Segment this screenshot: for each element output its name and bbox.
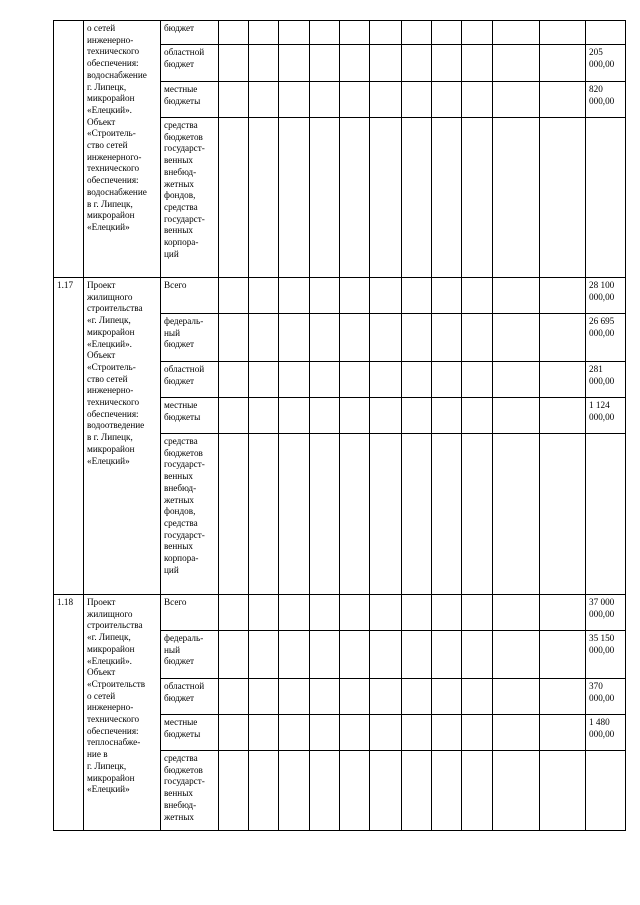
empty-cell (493, 595, 540, 631)
empty-cell (310, 362, 340, 398)
empty-cell (249, 715, 279, 751)
empty-cell (219, 715, 249, 751)
empty-cell (462, 21, 493, 45)
empty-cell (370, 82, 402, 118)
empty-cell (432, 118, 462, 278)
amount-cell: 35 150 000,00 (586, 631, 626, 679)
empty-cell (279, 751, 310, 831)
empty-cell (402, 595, 432, 631)
empty-cell (462, 679, 493, 715)
empty-cell (493, 715, 540, 751)
empty-cell (249, 278, 279, 314)
empty-cell (432, 631, 462, 679)
empty-cell (493, 434, 540, 595)
funding-source: бюджет (161, 21, 219, 45)
empty-cell (219, 21, 249, 45)
empty-cell (219, 362, 249, 398)
empty-cell (402, 45, 432, 82)
empty-cell (540, 82, 586, 118)
table-row (54, 21, 626, 45)
amount-cell: 1 124 000,00 (586, 398, 626, 434)
empty-cell (462, 595, 493, 631)
funding-source: федераль- ный бюджет (161, 631, 219, 679)
funding-source: местные бюджеты (161, 398, 219, 434)
empty-cell (310, 679, 340, 715)
empty-cell (493, 398, 540, 434)
empty-cell (402, 314, 432, 362)
empty-cell (540, 398, 586, 434)
empty-cell (540, 751, 586, 831)
empty-cell (310, 314, 340, 362)
empty-cell (340, 362, 370, 398)
empty-cell (370, 751, 402, 831)
empty-cell (370, 314, 402, 362)
table-row (54, 595, 626, 631)
table-row (54, 278, 626, 314)
empty-cell (340, 278, 370, 314)
empty-cell (462, 434, 493, 595)
funding-source: местные бюджеты (161, 715, 219, 751)
empty-cell (310, 751, 340, 831)
empty-cell (249, 362, 279, 398)
empty-cell (370, 278, 402, 314)
empty-cell (310, 398, 340, 434)
empty-cell (370, 398, 402, 434)
empty-cell (340, 21, 370, 45)
amount-cell: 205 000,00 (586, 45, 626, 82)
empty-cell (219, 118, 249, 278)
empty-cell (402, 434, 432, 595)
empty-cell (462, 362, 493, 398)
empty-cell (432, 751, 462, 831)
empty-cell (279, 434, 310, 595)
empty-cell (370, 715, 402, 751)
empty-cell (370, 45, 402, 82)
empty-cell (279, 82, 310, 118)
empty-cell (402, 679, 432, 715)
empty-cell (310, 715, 340, 751)
item-number: 1.18 (54, 595, 84, 831)
empty-cell (402, 362, 432, 398)
empty-cell (402, 715, 432, 751)
empty-cell (219, 434, 249, 595)
empty-cell (340, 82, 370, 118)
empty-cell (540, 434, 586, 595)
empty-cell (540, 21, 586, 45)
empty-cell (370, 434, 402, 595)
empty-cell (279, 21, 310, 45)
amount-cell (586, 434, 626, 595)
empty-cell (432, 434, 462, 595)
empty-cell (249, 679, 279, 715)
empty-cell (340, 595, 370, 631)
empty-cell (310, 631, 340, 679)
empty-cell (219, 751, 249, 831)
empty-cell (432, 314, 462, 362)
funding-source: средства бюджетов государст- венных внебюд- жетных фондов, средства государст- венных корпора- ций (161, 118, 219, 278)
budget-table-body (54, 21, 626, 831)
empty-cell (279, 631, 310, 679)
funding-source: областной бюджет (161, 362, 219, 398)
empty-cell (540, 362, 586, 398)
empty-cell (219, 398, 249, 434)
empty-cell (249, 751, 279, 831)
empty-cell (340, 314, 370, 362)
empty-cell (219, 631, 249, 679)
project-name: о сетей инженерно- технического обеспечения: водоснабжение г. Липецк, микрорайон «Елецкий». Объект «Строитель- ство сетей инженерного- технического обеспечения: водоснабжение в г. Липецк, микрорайон «Елецкий» (84, 21, 161, 278)
empty-cell (432, 21, 462, 45)
amount-cell: 37 000 000,00 (586, 595, 626, 631)
funding-source: Всего (161, 278, 219, 314)
empty-cell (249, 82, 279, 118)
empty-cell (402, 118, 432, 278)
empty-cell (493, 751, 540, 831)
empty-cell (279, 715, 310, 751)
empty-cell (462, 398, 493, 434)
empty-cell (432, 595, 462, 631)
empty-cell (493, 631, 540, 679)
empty-cell (493, 21, 540, 45)
empty-cell (370, 631, 402, 679)
empty-cell (219, 595, 249, 631)
empty-cell (249, 21, 279, 45)
empty-cell (340, 118, 370, 278)
empty-cell (462, 751, 493, 831)
amount-cell (586, 118, 626, 278)
empty-cell (279, 314, 310, 362)
empty-cell (279, 118, 310, 278)
empty-cell (219, 82, 249, 118)
empty-cell (402, 398, 432, 434)
empty-cell (279, 595, 310, 631)
empty-cell (249, 118, 279, 278)
empty-cell (540, 595, 586, 631)
empty-cell (279, 278, 310, 314)
empty-cell (219, 314, 249, 362)
empty-cell (310, 278, 340, 314)
empty-cell (310, 434, 340, 595)
empty-cell (249, 595, 279, 631)
empty-cell (540, 45, 586, 82)
empty-cell (249, 434, 279, 595)
empty-cell (432, 82, 462, 118)
funding-source: областной бюджет (161, 679, 219, 715)
empty-cell (340, 631, 370, 679)
empty-cell (462, 278, 493, 314)
project-name: Проект жилищного строительства «г. Липецк, микрорайон «Елецкий». Объект «Строитель- ство сетей инженерно- технического обеспечения: водоотведение в г. Липецк, микрорайон «Елецкий» (84, 278, 161, 595)
budget-table (53, 20, 626, 831)
empty-cell (493, 314, 540, 362)
empty-cell (219, 45, 249, 82)
empty-cell (432, 278, 462, 314)
empty-cell (462, 631, 493, 679)
empty-cell (540, 118, 586, 278)
empty-cell (219, 278, 249, 314)
funding-source: Всего (161, 595, 219, 631)
empty-cell (219, 679, 249, 715)
funding-source: областной бюджет (161, 45, 219, 82)
empty-cell (340, 398, 370, 434)
empty-cell (432, 679, 462, 715)
amount-cell: 28 100 000,00 (586, 278, 626, 314)
empty-cell (540, 314, 586, 362)
project-name: Проект жилищного строительства «г. Липецк, микрорайон «Елецкий». Объект «Строительств о сетей инженерно- технического обеспечения: теплоснабже- ние в г. Липецк, микрорайон «Елецкий» (84, 595, 161, 831)
funding-source: федераль- ный бюджет (161, 314, 219, 362)
item-number (54, 21, 84, 278)
empty-cell (279, 679, 310, 715)
empty-cell (462, 82, 493, 118)
empty-cell (432, 45, 462, 82)
empty-cell (370, 362, 402, 398)
empty-cell (310, 45, 340, 82)
empty-cell (493, 45, 540, 82)
empty-cell (402, 631, 432, 679)
empty-cell (402, 278, 432, 314)
empty-cell (310, 82, 340, 118)
empty-cell (540, 679, 586, 715)
empty-cell (432, 715, 462, 751)
empty-cell (462, 45, 493, 82)
empty-cell (279, 398, 310, 434)
empty-cell (370, 21, 402, 45)
amount-cell (586, 21, 626, 45)
empty-cell (402, 751, 432, 831)
funding-source: местные бюджеты (161, 82, 219, 118)
amount-cell: 281 000,00 (586, 362, 626, 398)
amount-cell (586, 751, 626, 831)
empty-cell (432, 398, 462, 434)
empty-cell (370, 679, 402, 715)
empty-cell (310, 595, 340, 631)
empty-cell (493, 679, 540, 715)
empty-cell (462, 314, 493, 362)
empty-cell (279, 45, 310, 82)
empty-cell (462, 118, 493, 278)
empty-cell (493, 362, 540, 398)
empty-cell (340, 679, 370, 715)
amount-cell: 370 000,00 (586, 679, 626, 715)
empty-cell (340, 434, 370, 595)
amount-cell: 26 695 000,00 (586, 314, 626, 362)
item-number: 1.17 (54, 278, 84, 595)
empty-cell (462, 715, 493, 751)
amount-cell: 820 000,00 (586, 82, 626, 118)
empty-cell (249, 314, 279, 362)
empty-cell (249, 45, 279, 82)
funding-source: средства бюджетов государст- венных внебюд- жетных фондов, средства государст- венных корпора- ций (161, 434, 219, 595)
empty-cell (540, 278, 586, 314)
empty-cell (540, 631, 586, 679)
empty-cell (432, 362, 462, 398)
empty-cell (340, 751, 370, 831)
empty-cell (493, 278, 540, 314)
empty-cell (370, 595, 402, 631)
empty-cell (340, 715, 370, 751)
empty-cell (402, 82, 432, 118)
empty-cell (493, 82, 540, 118)
empty-cell (249, 631, 279, 679)
empty-cell (340, 45, 370, 82)
empty-cell (279, 362, 310, 398)
empty-cell (249, 398, 279, 434)
empty-cell (310, 21, 340, 45)
empty-cell (493, 118, 540, 278)
funding-source: средства бюджетов государст- венных внебюд- жетных (161, 751, 219, 831)
empty-cell (540, 715, 586, 751)
empty-cell (370, 118, 402, 278)
amount-cell: 1 480 000,00 (586, 715, 626, 751)
empty-cell (310, 118, 340, 278)
empty-cell (402, 21, 432, 45)
